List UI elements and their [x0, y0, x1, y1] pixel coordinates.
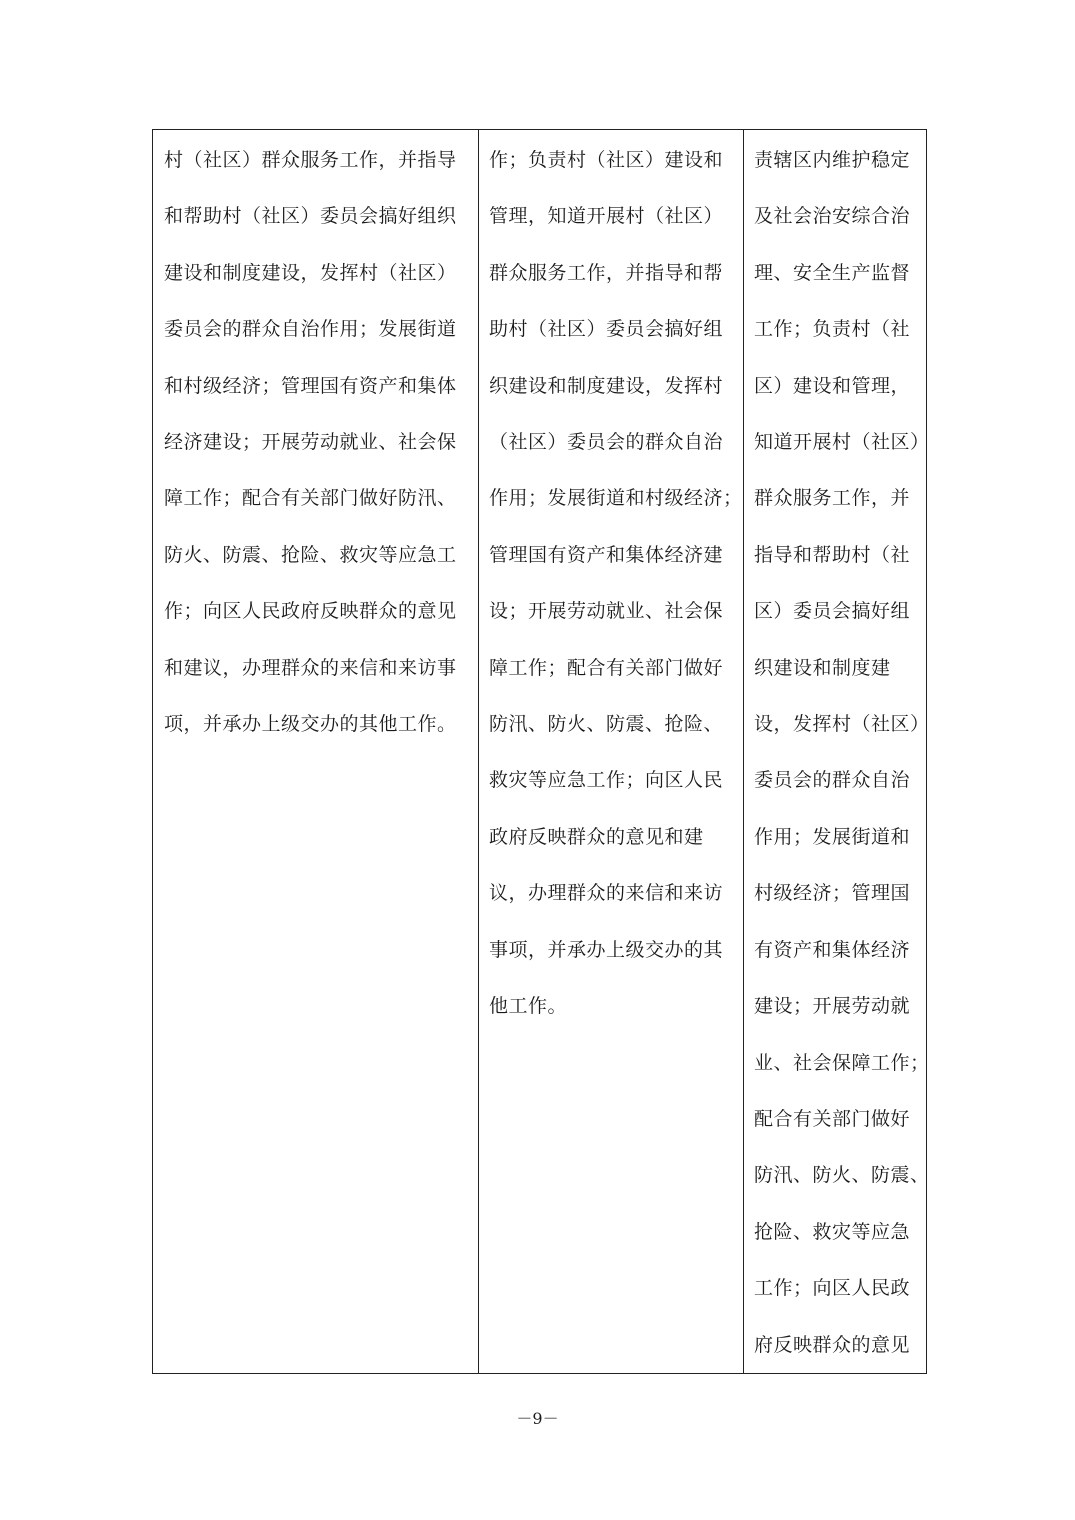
- text-line: 作用；发展街道和村级经济；: [489, 487, 743, 510]
- duties-table: [152, 129, 930, 1374]
- text-line: 业、社会保障工作；: [754, 1051, 930, 1074]
- text-line: 政府反映群众的意见和建: [489, 825, 704, 848]
- text-line: 防汛、防火、防震、抢险、: [489, 713, 724, 736]
- cell-text: [479, 130, 743, 1035]
- text-line: 经济建设；开展劳动就业、社会保: [164, 431, 457, 454]
- text-line: 村（社区）群众服务工作，并指导: [164, 149, 457, 171]
- text-line: 知道开展村（社区）: [754, 431, 930, 454]
- table-cell-col1: [153, 130, 479, 1374]
- text-line: 织建设和制度建: [754, 656, 891, 679]
- text-line: （社区）委员会的群众自治: [489, 431, 724, 454]
- text-line: 和建议，办理群众的来信和来访事: [164, 656, 457, 679]
- text-line: 项，并承办上级交办的其他工作。: [164, 713, 457, 736]
- text-line: 工作；向区人民政: [754, 1277, 911, 1300]
- table-cell-col2: [479, 130, 744, 1374]
- text-line: 管理，知道开展村（社区）: [489, 205, 724, 228]
- text-line: 事项，并承办上级交办的其: [489, 938, 724, 961]
- text-line: 助村（社区）委员会搞好组: [489, 318, 724, 341]
- text-line: 和帮助村（社区）委员会搞好组织: [164, 205, 457, 228]
- text-line: 管理国有资产和集体经济建: [489, 543, 724, 566]
- page-number: －9－: [516, 1409, 559, 1428]
- text-line: 责辖区内维护稳定: [754, 149, 911, 171]
- text-line: 设；开展劳动就业、社会保: [489, 600, 724, 623]
- text-line: 抢险、救灾等应急: [754, 1220, 911, 1243]
- text-line: 作用；发展街道和: [754, 825, 911, 848]
- text-line: 障工作；配合有关部门做好: [489, 656, 724, 679]
- text-line: 委员会的群众自治: [754, 769, 911, 792]
- text-line: 村级经济；管理国: [754, 882, 911, 905]
- text-line: 障工作；配合有关部门做好防汛、: [164, 487, 457, 510]
- text-line: 设，发挥村（社区）: [754, 713, 930, 736]
- text-line: 防火、防震、抢险、救灾等应急工: [164, 543, 457, 566]
- text-line: 群众服务工作，并: [754, 487, 911, 510]
- text-line: 防汛、防火、防震、: [754, 1164, 930, 1187]
- text-line: 建设；开展劳动就: [754, 995, 911, 1018]
- text-line: 工作；负责村（社: [754, 318, 911, 341]
- text-line: 织建设和制度建设，发挥村: [489, 374, 724, 397]
- text-line: 委员会的群众自治作用；发展街道: [164, 318, 457, 341]
- cell-text: [744, 130, 930, 1373]
- text-line: 建设和制度建设，发挥村（社区）: [164, 261, 457, 284]
- text-line: 区）建设和管理，: [754, 374, 911, 397]
- text-line: 有资产和集体经济: [754, 938, 911, 961]
- text-line: 理、安全生产监督: [754, 261, 911, 284]
- text-line: 作；负责村（社区）建设和: [489, 149, 724, 171]
- table-row: [153, 130, 927, 1374]
- text-line: 救灾等应急工作；向区人民: [489, 769, 724, 792]
- text-line: 指导和帮助村（社: [754, 543, 911, 566]
- text-line: 区）委员会搞好组: [754, 600, 911, 623]
- text-line: 议，办理群众的来信和来访: [489, 882, 724, 905]
- text-line: 府反映群众的意见: [754, 1333, 911, 1356]
- text-line: 配合有关部门做好: [754, 1107, 911, 1130]
- text-line: 和村级经济；管理国有资产和集体: [164, 374, 457, 397]
- text-line: 群众服务工作，并指导和帮: [489, 261, 724, 284]
- text-line: 他工作。: [489, 995, 568, 1018]
- text-line: 及社会治安综合治: [754, 205, 911, 228]
- table-cell-col3: [744, 130, 930, 1374]
- cell-text: [153, 130, 478, 752]
- text-line: 作；向区人民政府反映群众的意见: [164, 600, 457, 623]
